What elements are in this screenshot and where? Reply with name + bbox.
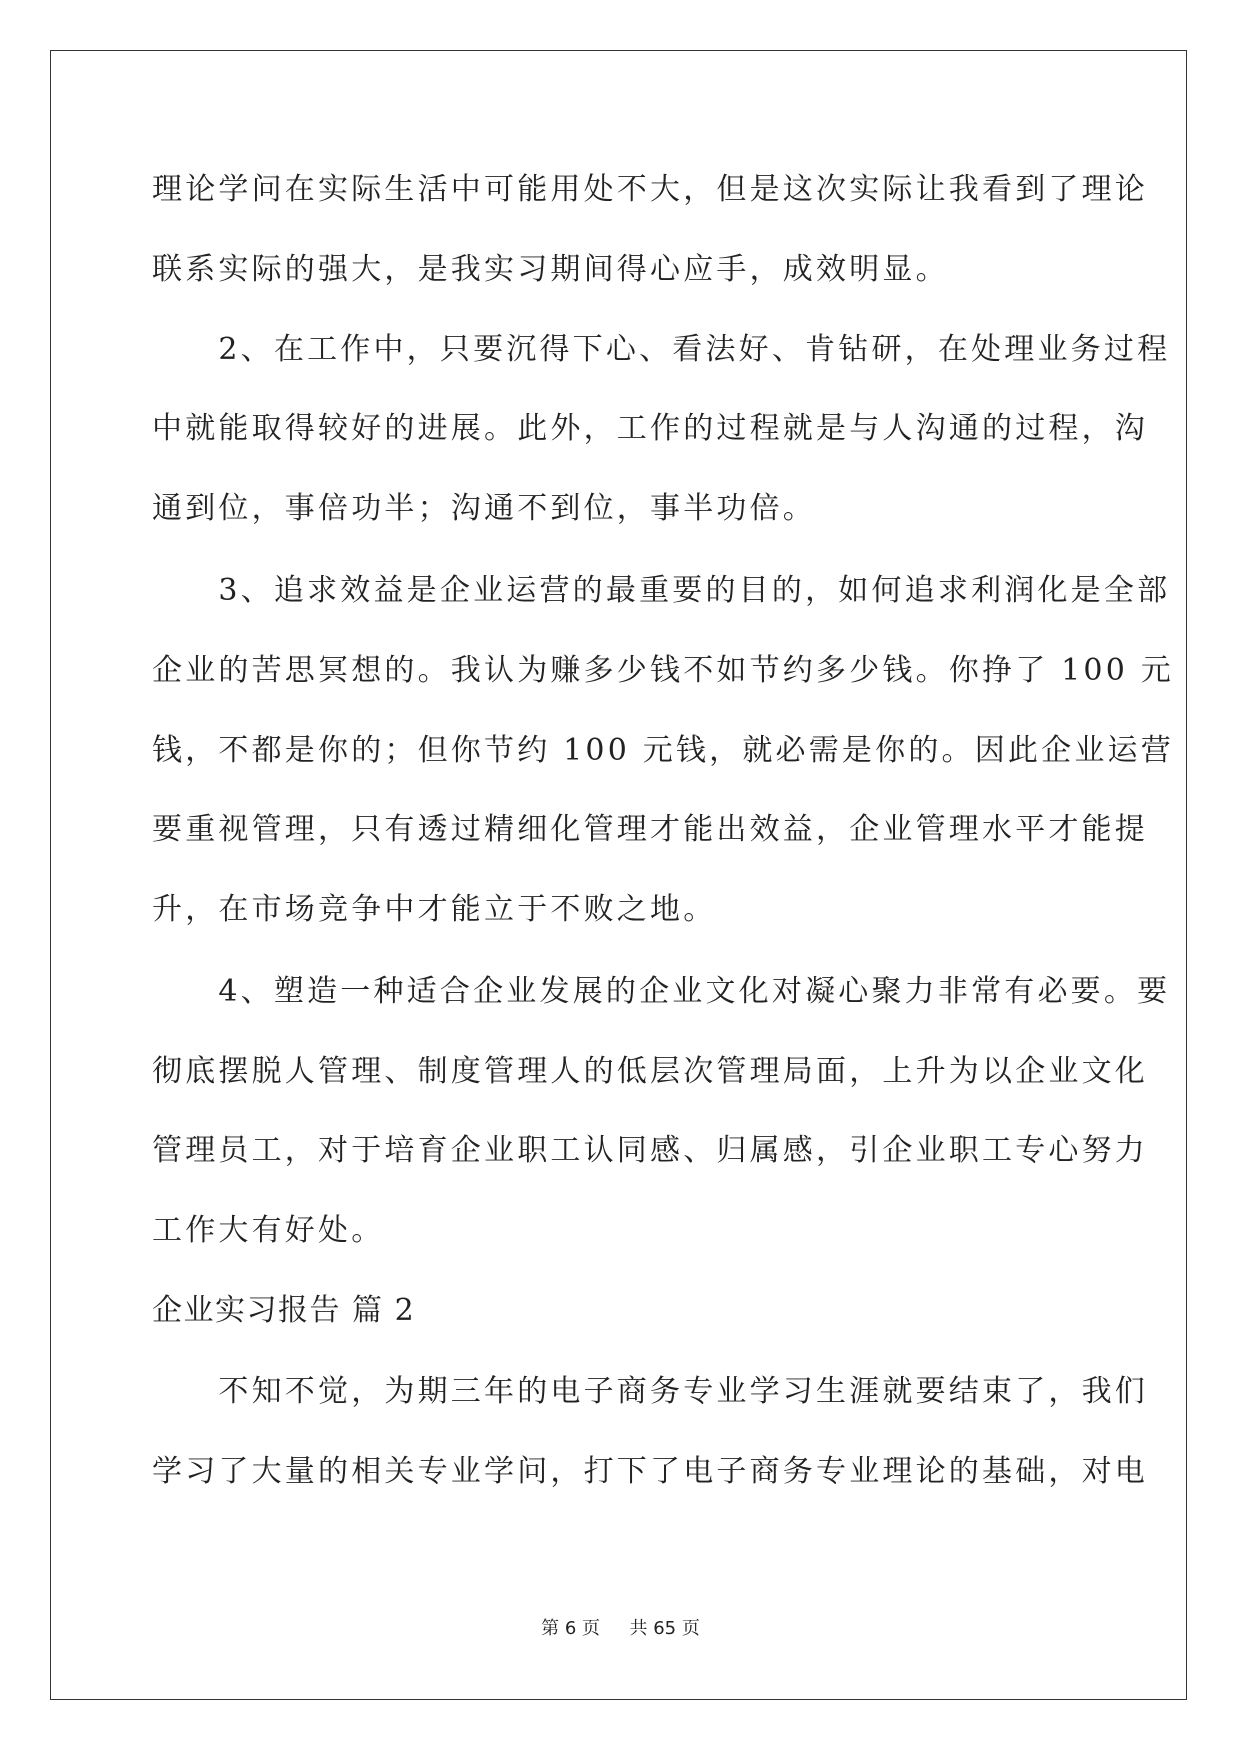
paragraph-line: 升，在市场竞争中才能立于不败之地。 xyxy=(152,892,717,927)
paragraph-line: 3、追求效益是企业运营的最重要的目的，如何追求利润化是全部 xyxy=(152,573,1171,608)
paragraph-line: 管理员工，对于培育企业职工认同感、归属感，引企业职工专心努力 xyxy=(152,1133,1148,1168)
paragraph-line: 2、在工作中，只要沉得下心、看法好、肯钻研，在处理业务过程 xyxy=(152,332,1171,367)
page-number: 第 6 页 xyxy=(541,1618,601,1639)
paragraph-line: 学习了大量的相关专业学问，打下了电子商务专业理论的基础，对电 xyxy=(152,1454,1148,1489)
paragraph-line: 钱，不都是你的；但你节约 100 元钱，就必需是你的。因此企业运营 xyxy=(152,733,1174,768)
paragraph-line: 不知不觉，为期三年的电子商务专业学习生涯就要结束了，我们 xyxy=(152,1374,1148,1409)
paragraph-line: 4、塑造一种适合企业发展的企业文化对凝心聚力非常有必要。要 xyxy=(152,974,1171,1009)
paragraph-line: 中就能取得较好的进展。此外，工作的过程就是与人沟通的过程，沟 xyxy=(152,411,1148,446)
paragraph-line: 企业的苦思冥想的。我认为赚多少钱不如节约多少钱。你挣了 100 元 xyxy=(152,653,1174,688)
paragraph-line: 工作大有好处。 xyxy=(152,1213,385,1248)
section-heading: 企业实习报告 篇 2 xyxy=(152,1293,416,1328)
page-total: 共 65 页 xyxy=(629,1618,700,1639)
page-footer xyxy=(0,1617,1241,1641)
paragraph-line: 彻底摆脱人管理、制度管理人的低层次管理局面，上升为以企业文化 xyxy=(152,1054,1148,1089)
paragraph-line: 联系实际的强大，是我实习期间得心应手，成效明显。 xyxy=(152,252,949,287)
paragraph-line: 理论学问在实际生活中可能用处不大，但是这次实际让我看到了理论 xyxy=(152,172,1148,207)
paragraph-line: 要重视管理，只有透过精细化管理才能出效益，企业管理水平才能提 xyxy=(152,812,1148,847)
paragraph-line: 通到位，事倍功半；沟通不到位，事半功倍。 xyxy=(152,491,816,526)
